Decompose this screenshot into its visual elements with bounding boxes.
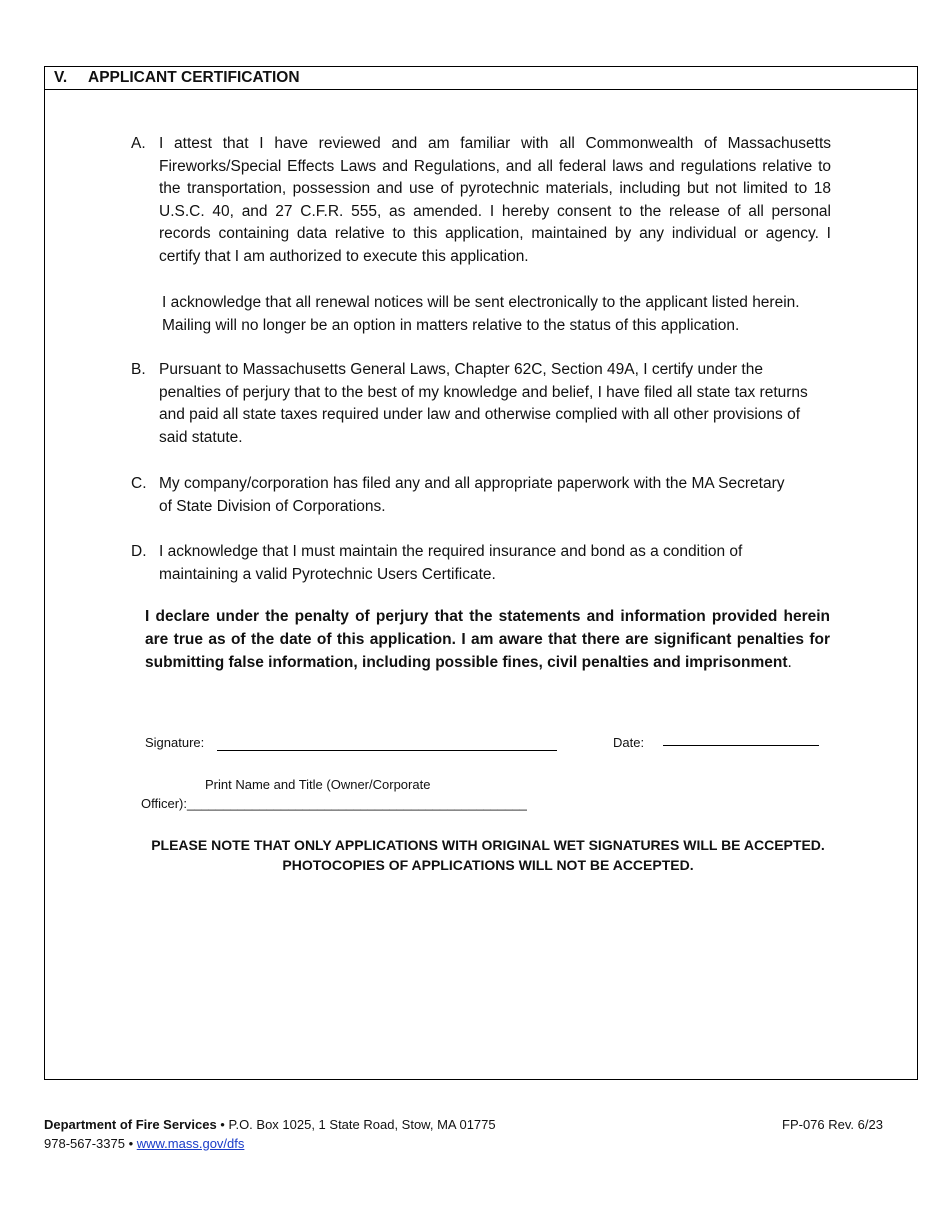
certification-item-c — [131, 473, 831, 518]
item-label: C. — [131, 475, 147, 492]
section-number: V. — [54, 69, 68, 86]
print-name-label: Print Name and Title (Owner/Corporate — [205, 777, 431, 792]
footer-org: Department of Fire Services — [44, 1117, 217, 1132]
wet-signature-notice — [45, 835, 931, 875]
footer-phone: 978-567-3375 • — [44, 1136, 137, 1151]
declaration-text: I declare under the penalty of perjury that the statements and information provided herein are true as of the date of this application. I am aware that there are significant penalties for submitting false information, including possible fines, civil penalties and imprisonment — [145, 608, 830, 671]
print-name-field[interactable]: Officer):_______________________________________________ — [141, 796, 527, 811]
renewal-acknowledgement — [162, 291, 902, 337]
certification-section — [44, 66, 918, 1080]
declaration-end: . — [787, 654, 792, 671]
certification-item-a — [131, 133, 831, 269]
signature-line[interactable] — [217, 750, 557, 751]
signature-label: Signature: — [145, 735, 205, 750]
notice-line-1: PLEASE NOTE THAT ONLY APPLICATIONS WITH ORIGINAL WET SIGNATURES WILL BE ACCEPTED. — [151, 837, 825, 853]
perjury-declaration — [145, 605, 830, 674]
item-text: My company/corporation has filed any and all appropriate paperwork with the MA Secretary of State Division of Corporations. — [159, 475, 785, 515]
acknowledgement-line-1: I acknowledge that all renewal notices will be sent electronically to the applicant listed herein. — [162, 294, 800, 311]
item-text: Pursuant to Massachusetts General Laws, Chapter 62C, Section 49A, I certify under the penalties of perjury that to the best of my knowledge and belief, I have filed all state tax returns and paid all state taxes required under law and otherwise complied with all other provisions of said statute. — [159, 361, 808, 446]
item-label: D. — [131, 543, 147, 560]
date-label: Date: — [613, 735, 645, 750]
item-label: B. — [131, 361, 146, 378]
acknowledgement-line-2: Mailing will no longer be an option in matters relative to the status of this application. — [162, 317, 740, 334]
date-line[interactable] — [663, 745, 819, 746]
footer-website-link[interactable]: www.mass.gov/dfs — [136, 1136, 245, 1151]
footer-address-text: • P.O. Box 1025, 1 State Road, Stow, MA 01775 — [216, 1117, 496, 1132]
certification-item-d — [131, 541, 831, 586]
item-label: A. — [131, 135, 146, 152]
item-text: I attest that I have reviewed and am familiar with all Commonwealth of Massachusetts Fireworks/Special Effects Laws and Regulations, and all federal laws and regulations relative to the transportation, possession and use of pyrotechnic materials, including but not limited to 18 U.S.C. 40, and 27 C.F.R. 555, as amended. I hereby consent to the release of all personal records containing data relative to this application, maintained by any individual or agency. I certify that I am authorized to execute this application. — [159, 135, 831, 265]
certification-item-b — [131, 359, 831, 449]
notice-line-2: PHOTOCOPIES OF APPLICATIONS WILL NOT BE ACCEPTED. — [282, 857, 694, 873]
section-header — [45, 67, 917, 90]
item-text: I acknowledge that I must maintain the required insurance and bond as a condition of maintaining a valid Pyrotechnic Users Certificate. — [159, 543, 743, 583]
form-id: FP-076 Rev. 6/23 — [782, 1117, 883, 1132]
footer-address — [44, 1115, 496, 1153]
section-title: APPLICANT CERTIFICATION — [88, 69, 300, 86]
